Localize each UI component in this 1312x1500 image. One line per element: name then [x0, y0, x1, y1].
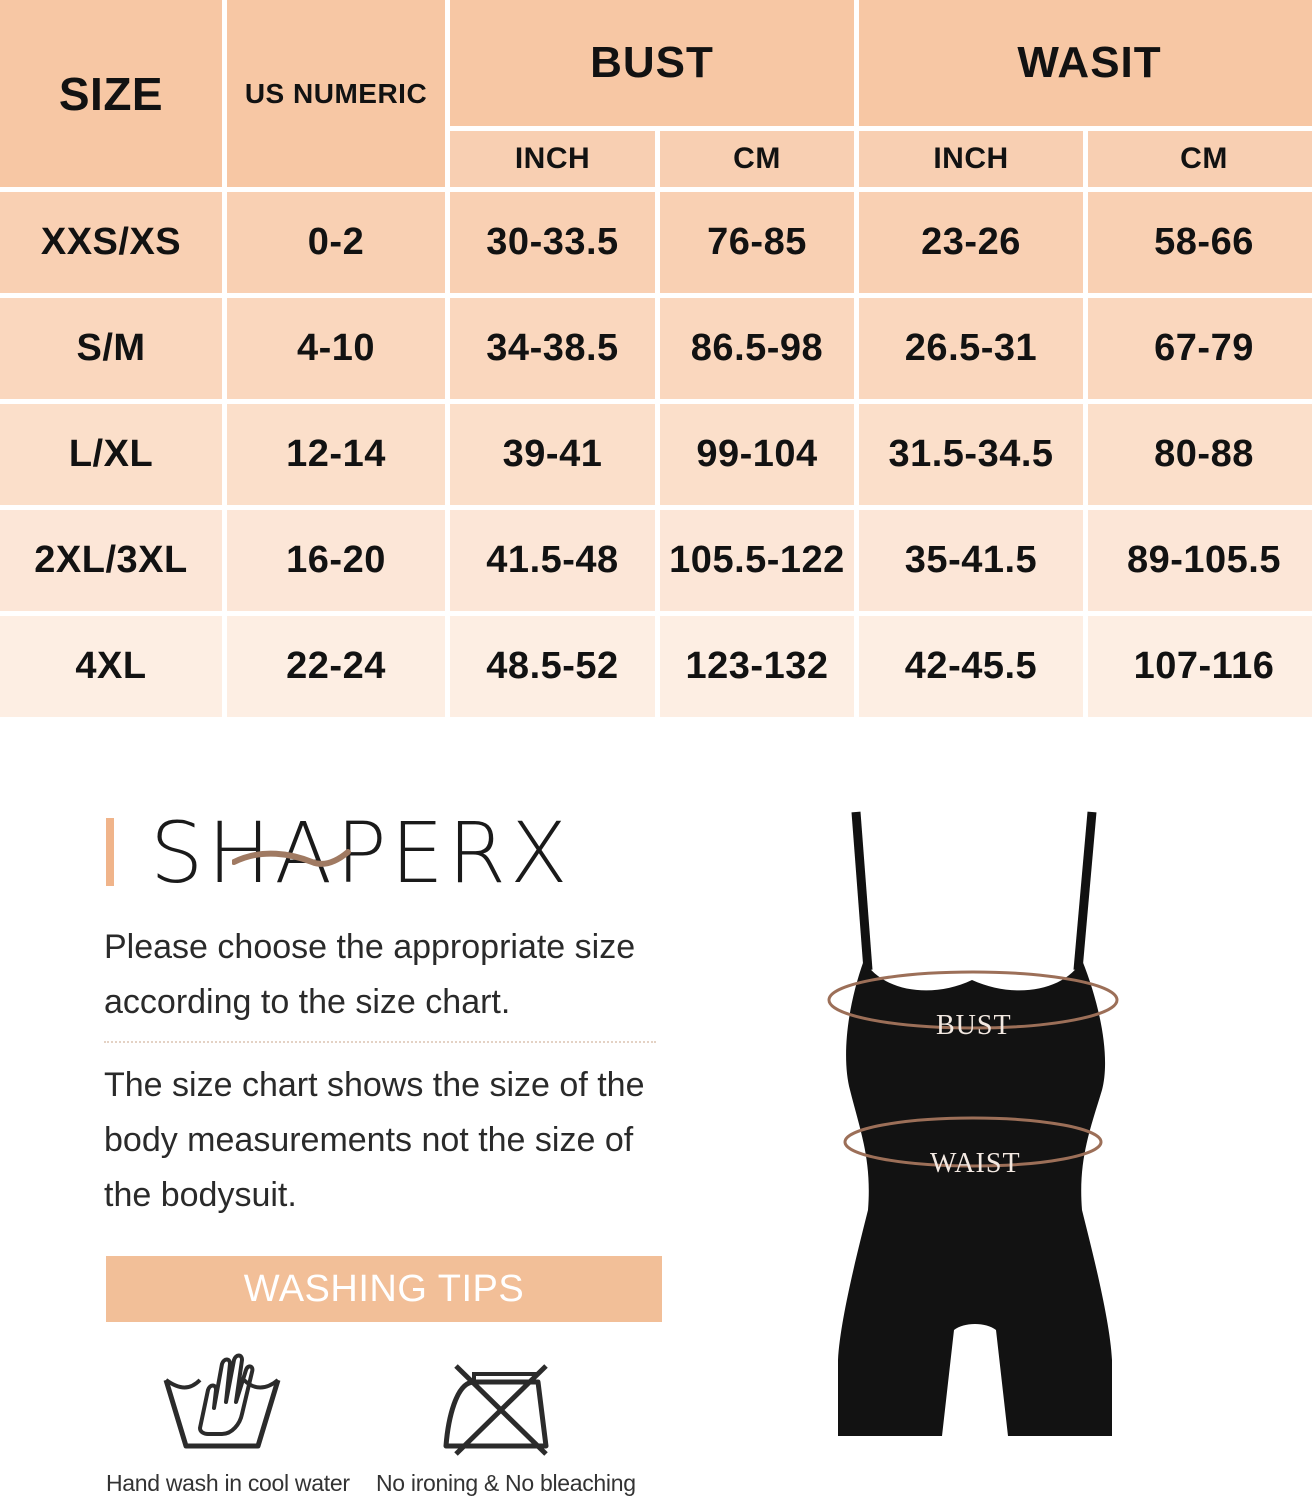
header-waist-inch: INCH: [859, 131, 1083, 187]
cell-waist-inch: 35-41.5: [859, 510, 1083, 611]
no-ironing-icon: [438, 1360, 554, 1456]
hand-wash-icon: [160, 1350, 284, 1454]
header-waist-cm: CM: [1088, 131, 1312, 187]
cell-bust-cm: 76-85: [660, 192, 854, 293]
header-size: SIZE: [0, 0, 222, 187]
header-waist: WASIT: [859, 0, 1312, 126]
cell-waist-cm: 107-116: [1088, 616, 1312, 717]
size-advice-text: Please choose the appropriate size according to the size chart.: [104, 928, 636, 1021]
cell-waist-inch: 31.5-34.5: [859, 404, 1083, 505]
cell-bust-inch: 34-38.5: [450, 298, 655, 399]
cell-bust-cm: 86.5-98: [660, 298, 854, 399]
cell-us-numeric: 22-24: [227, 616, 445, 717]
header-bust-cm: CM: [660, 131, 854, 187]
brand-logo: SHAPERX: [150, 804, 572, 902]
cell-size: XXS/XS: [0, 192, 222, 293]
brand-swash-icon: [232, 840, 352, 880]
cell-bust-inch: 30-33.5: [450, 192, 655, 293]
washing-tips-banner: WASHING TIPS: [106, 1256, 662, 1322]
header-bust: BUST: [450, 0, 854, 126]
cell-bust-inch: 39-41: [450, 404, 655, 505]
brand-accent-bar: [106, 818, 114, 886]
cell-size: 2XL/3XL: [0, 510, 222, 611]
cell-us-numeric: 0-2: [227, 192, 445, 293]
cell-waist-inch: 26.5-31: [859, 298, 1083, 399]
cell-waist-inch: 42-45.5: [859, 616, 1083, 717]
cell-waist-inch: 23-26: [859, 192, 1083, 293]
cell-bust-inch: 41.5-48: [450, 510, 655, 611]
cell-bust-cm: 105.5-122: [660, 510, 854, 611]
bodysuit-illustration: [820, 800, 1130, 1450]
cell-waist-cm: 67-79: [1088, 298, 1312, 399]
cell-waist-cm: 89-105.5: [1088, 510, 1312, 611]
header-us-numeric: US NUMERIC: [227, 0, 445, 187]
bust-measure-label: BUST: [936, 1010, 1012, 1041]
header-bust-inch: INCH: [450, 131, 655, 187]
cell-waist-cm: 80-88: [1088, 404, 1312, 505]
cell-bust-inch: 48.5-52: [450, 616, 655, 717]
cell-size: L/XL: [0, 404, 222, 505]
no-ironing-label: No ironing & No bleaching: [376, 1470, 636, 1496]
waist-measure-label: WAIST: [930, 1148, 1021, 1179]
divider: [104, 1041, 656, 1043]
cell-us-numeric: 16-20: [227, 510, 445, 611]
cell-us-numeric: 4-10: [227, 298, 445, 399]
cell-waist-cm: 58-66: [1088, 192, 1312, 293]
hand-wash-label: Hand wash in cool water: [106, 1470, 350, 1496]
cell-bust-cm: 123-132: [660, 616, 854, 717]
cell-size: S/M: [0, 298, 222, 399]
cell-bust-cm: 99-104: [660, 404, 854, 505]
size-chart-table: [0, 0, 1312, 712]
cell-us-numeric: 12-14: [227, 404, 445, 505]
cell-size: 4XL: [0, 616, 222, 717]
measurement-note-text: The size chart shows the size of the body measurements not the size of the bodysuit.: [104, 1066, 645, 1214]
